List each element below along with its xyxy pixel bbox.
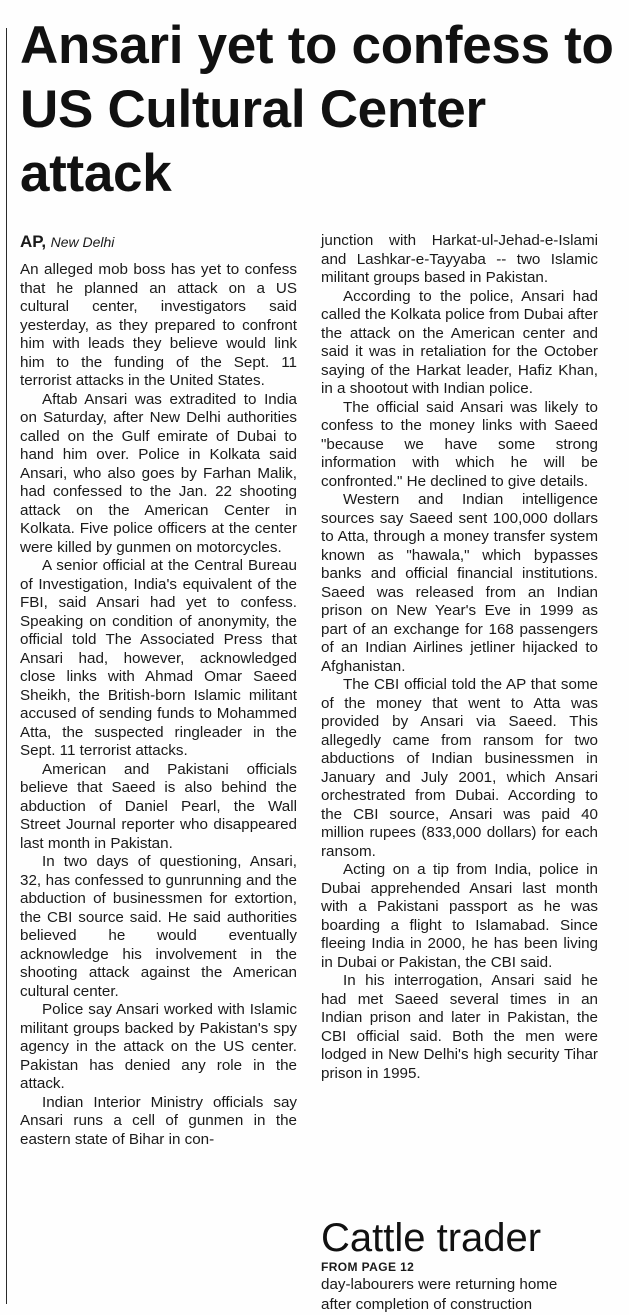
paragraph: The CBI official told the AP that some of the money that went to Atta was provided by Ansari via Saeed. This allegedly came from ransom for two abductions of Indian businessmen in January and July 2001, which Ansari orchestrated from Dubai. According to the CBI source, Ansari was paid 40 million rupees (833,000 dollars) for each ransom. [321,676,598,860]
paragraph: Western and Indian intelligence sources say Saeed sent 100,000 dollars to Atta, through a money transfer system known as "hawala," which bypasses banks and official financial institutions. Saeed was released from an Indian prison on New Year's Eve in 1999 as part of an exchange for 168 passengers of an Indian Airlines jetliner hijacked to Afghanistan. [321,491,598,675]
from-page-label: FROM PAGE 12 [321,1260,415,1274]
paragraph-continued: junction with Harkat-ul-Jehad-e-Islami and Lashkar-e-Tayyaba -- two Islamic militant groups based in Pakistan. [321,232,598,286]
paragraph: In his interrogation, Ansari said he had met Saeed several times in an Indian prison and later in Pakistan, the CBI official said. Both the men were lodged in New Delhi's high security Tihar prison in 1995. [321,972,598,1082]
next-story-cut-line: after completion of construction [321,1296,533,1313]
headline: Ansari yet to confess to US Cultural Center attack [20,16,614,203]
paragraph: The official said Ansari was likely to confess to the money links with Saeed "because we have some strong information with which he will be confronted." He declined to give details. [321,398,598,490]
paragraph: American and Pakistani officials believe that Saeed is also behind the abduction of Daniel Pearl, the Wall Street Journal reporter who disappeared last month in Pakistan. [20,760,297,852]
paragraph: Police say Ansari worked with Islamic militant groups backed by Pakistan's spy agency in the attack on the US center. Pakistan has denied any role in the attack. [20,1001,297,1092]
byline [20,232,297,253]
next-story-first-line: day-labourers were returning home [321,1276,558,1293]
next-story-title: Cattle trader [321,1216,542,1260]
paragraph: According to the police, Ansari had called the Kolkata police from Dubai after the attack on the American center and said it was in retaliation for the October saying of the Harkat leader, Hafiz Khan, in a shootout with Indian police. [321,287,598,397]
paragraph: Acting on a tip from India, police in Dubai apprehended Ansari last month with a Pakistani passport as he was boarding a flight to Islamabad. Since fleeing India in 2000, he has been living in Dubai or Pakistan, the CBI said. [321,861,598,971]
paragraph: Indian Interior Ministry officials say Ansari runs a cell of gunmen in the eastern state of Bihar in con- [20,1093,297,1148]
paragraph: Aftab Ansari was extradited to India on Saturday, after New Delhi authorities called on the Gulf emirate of Dubai to hand him over. Police in Kolkata said Ansari, who also goes by Farhan Malik, had confessed to the Jan. 22 shooting attack on the American Center in Kolkata. Five police officers at the center were killed by gunmen on motorcycles. [20,390,297,556]
paragraph: An alleged mob boss has yet to confess that he planned an attack on a US cultural center, investigators said yesterday, as they prepared to confront him with leads they believe would link him to the funding of the Sept. 11 terrorist attacks in the United States. [20,261,297,389]
article-column-right [321,232,598,1083]
byline-agency: AP, [20,232,47,251]
byline-city: New Delhi [50,234,115,250]
paragraph: A senior official at the Central Bureau of Investigation, India's equivalent of the FBI, said Ansari had yet to confess. Speaking on condition of anonymity, the official told The Associated Press that Ansari had, however, acknowledged close links with Ahmad Omar Saeed Sheikh, the British-born Islamic militant accused of sending funds to Mohammed Atta, the suspected ringleader in the Sept. 11 terrorist attacks. [20,557,297,759]
paragraph: In two days of questioning, Ansari, 32, has confessed to gunrunning and the abduction of businessmen for extortion, the CBI source said. He said authorities believed he would eventually acknowledge his involvement in the shooting attack against the American cultural center. [20,853,297,1000]
article-column-left [20,232,297,1149]
column-rule [6,28,7,1304]
